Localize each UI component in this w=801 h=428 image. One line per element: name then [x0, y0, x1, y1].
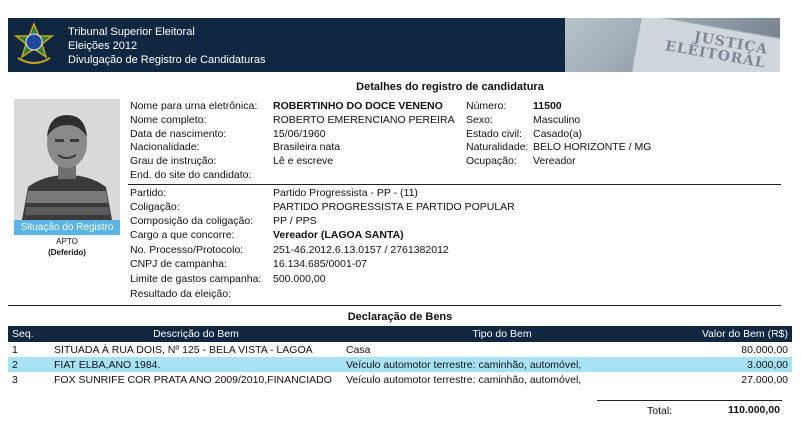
naturalidade-value: BELO HORIZONTE / MG — [533, 141, 652, 153]
column-header-descricao: Descrição do Bem — [50, 326, 342, 342]
divider — [8, 305, 781, 306]
cell-descricao: FOX SUNRIFE COR PRATA ANO 2009/2010,FINANCIADO — [54, 373, 332, 386]
voter-card-text: JUSTIÇA ELEITORAL — [663, 29, 770, 72]
bens-table — [8, 326, 792, 387]
processo-value: 251-46.2012.6.13.0157 / 2761382012 — [273, 244, 449, 256]
status-apto: APTO — [56, 237, 78, 246]
nome-completo-value: ROBERTO EMERENCIANO PEREIRA — [273, 114, 455, 126]
ocupacao-label: Ocupação: — [466, 155, 517, 167]
cnpj-label: CNPJ de campanha: — [130, 258, 227, 270]
site-label: End. do site do candidato: — [130, 169, 252, 181]
coligacao-label: Coligação: — [130, 201, 180, 213]
header-line-1: Tribunal Superior Eleitoral — [68, 26, 195, 38]
cell-seq: 1 — [12, 343, 18, 356]
total-value: 110.000,00 — [728, 404, 780, 416]
nome-urna-label: Nome para urna eletrônica: — [130, 100, 258, 112]
table-row — [8, 342, 792, 357]
partido-value: Partido Progressista - PP - (11) — [273, 187, 418, 199]
column-header-tipo: Tipo do Bem — [342, 326, 662, 342]
candidate-photo — [14, 99, 120, 220]
instrucao-value: Lê e escreve — [273, 155, 334, 167]
limite-value: 500.000,00 — [273, 273, 326, 285]
cnpj-value: 16.134.685/0001-07 — [273, 258, 368, 270]
cargo-value: Vereador (LAGOA SANTA) — [273, 229, 404, 241]
situacao-registro-bar: Situação do Registro — [14, 220, 120, 235]
sexo-value: Masculino — [533, 114, 581, 126]
composicao-label: Composição da coligação: — [130, 215, 254, 227]
processo-label: No. Processo/Protocolo: — [130, 244, 244, 256]
ocupacao-value: Vereador — [533, 155, 576, 167]
nascimento-label: Data de nascimento: — [130, 128, 227, 140]
cell-descricao: SITUADA À RUA DOIS, Nº 125 - BELA VISTA - LAGOA — [54, 343, 313, 356]
cell-valor: 27.000,00 — [741, 373, 788, 386]
cell-tipo: Veículo automotor terrestre: caminhão, automóvel, — [342, 357, 662, 372]
partido-label: Partido: — [130, 187, 167, 199]
cell-tipo: Veículo automotor terrestre: caminhão, automóvel, — [346, 373, 582, 386]
cell-seq: 3 — [12, 373, 18, 386]
column-header-seq: Seq. — [8, 326, 50, 342]
numero-value: 11500 — [533, 100, 562, 112]
nascimento-value: 15/06/1960 — [273, 128, 326, 140]
sexo-label: Sexo: — [466, 114, 493, 126]
header-line-2: Eleições 2012 — [68, 40, 138, 52]
table-row — [8, 372, 792, 387]
cell-tipo: Casa — [346, 343, 371, 356]
cell-valor: 80.000,00 — [741, 343, 788, 356]
bens-header-row — [8, 326, 792, 342]
cell-descricao: FIAT ELBA,ANO 1984. — [50, 357, 342, 372]
cell-valor: 3.000,00 — [662, 357, 792, 372]
bens-title: Declaração de Bens — [347, 311, 453, 323]
nacionalidade-value: Brasileira nata — [273, 141, 341, 153]
cargo-label: Cargo a que concorre: — [130, 229, 235, 241]
column-header-valor: Valor do Bem (R$) — [662, 326, 792, 342]
voter-card-image — [631, 18, 780, 72]
header-line-3: Divulgação de Registro de Candidaturas — [68, 54, 266, 66]
status-deferido: (Deferido) — [48, 248, 86, 257]
brasil-coat-of-arms-icon — [12, 22, 56, 68]
composicao-value: PP / PPS — [273, 215, 317, 227]
header-banner — [8, 18, 780, 72]
civil-value: Casado(a) — [533, 128, 583, 140]
divider — [128, 184, 781, 185]
naturalidade-label: Naturalidade: — [466, 141, 529, 153]
nome-urna-value: ROBERTINHO DO DOCE VENENO — [273, 100, 443, 112]
table-row — [8, 357, 792, 372]
instrucao-label: Grau de instrução: — [130, 155, 217, 167]
header-photo — [565, 18, 780, 72]
coligacao-value: PARTIDO PROGRESSISTA E PARTIDO POPULAR — [273, 201, 515, 213]
candidate-portrait-image — [14, 99, 120, 220]
details-title: Detalhes do registro de candidatura — [356, 81, 544, 93]
civil-label: Estado civil: — [466, 128, 523, 140]
resultado-label: Resultado da eleição: — [130, 288, 231, 300]
total-divider — [597, 400, 782, 401]
limite-label: Limite de gastos campanha: — [130, 273, 262, 285]
nacionalidade-label: Nacionalidade: — [130, 141, 200, 153]
cell-seq: 2 — [8, 357, 50, 372]
nome-completo-label: Nome completo: — [130, 114, 207, 126]
total-label: Total: — [647, 405, 673, 417]
numero-label: Número: — [466, 100, 507, 112]
